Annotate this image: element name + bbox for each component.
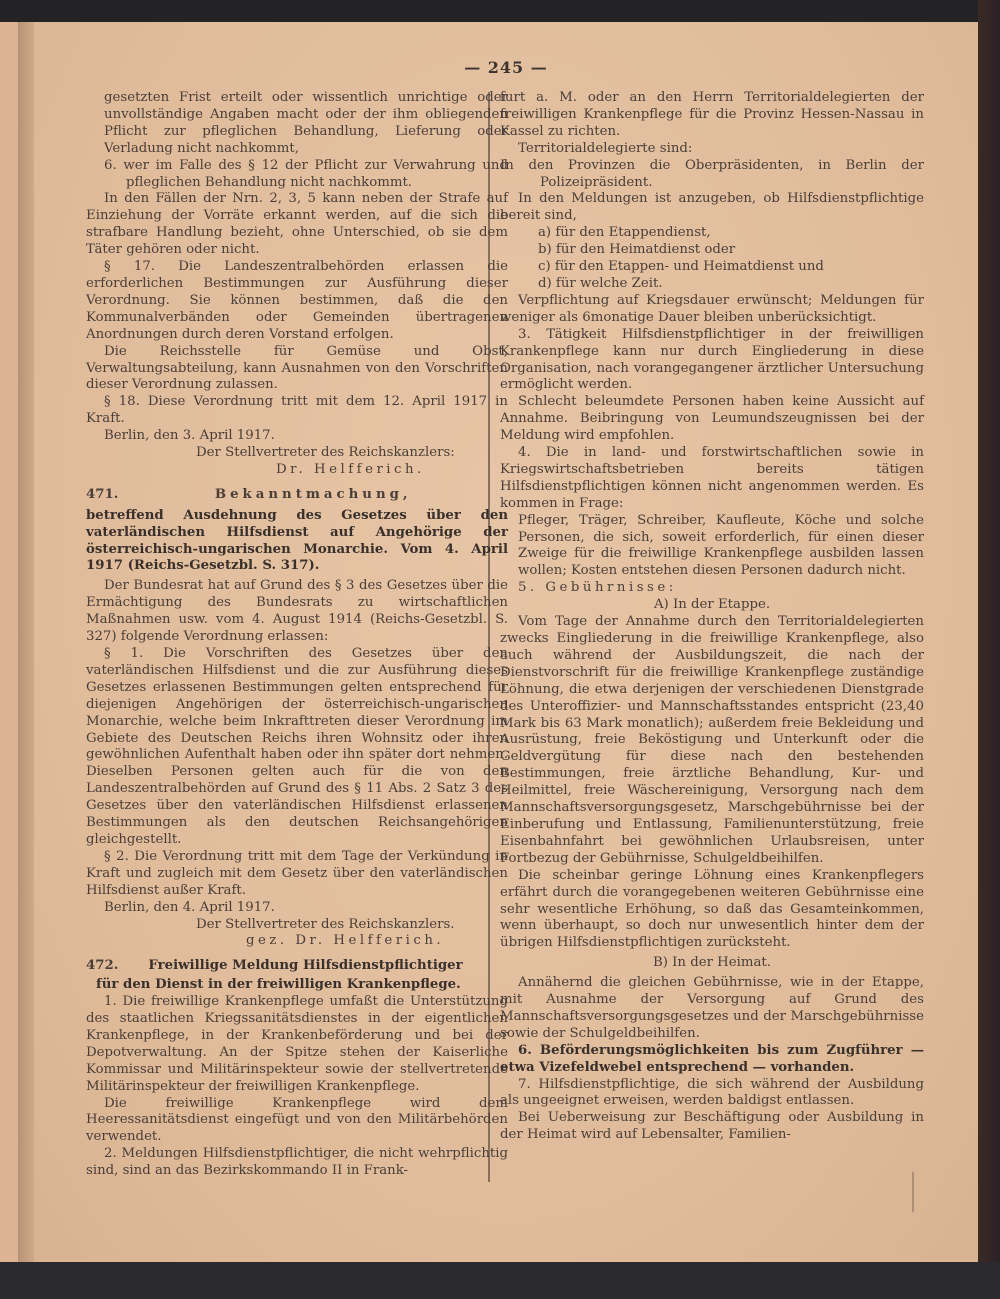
delegates-text: In den Provinzen die Oberpräsidenten, in Berlin der Polizeipräsident. [500, 157, 924, 190]
paragraph-2-continued: furt a. M. oder an den Herrn Territorialdelegierten der freiwilligen Krankenpflege für die Provinz Hessen-Nassau in Kassel zu richten. [500, 90, 924, 139]
paragraph-4-list: Pfleger, Träger, Schreiber, Kaufleute, Köche und solche Personen, die sich, soweit erforderlich, für einen dieser Zweige für die freiwillige Krankenpflege ausbilden lassen wollen; Kosten entstehen diesen Personen dadurch nicht. [518, 512, 924, 579]
signatory-title: Der Stellvertreter des Reichskanzlers: [196, 445, 455, 461]
option-c: c) für den Etappen- und Heimatdienst und [538, 259, 824, 275]
section-471-signatory-name: gez. Dr. Helfferich. [246, 933, 445, 949]
section-title: Bekanntmachung, [214, 486, 412, 502]
left-column [86, 90, 508, 1180]
paragraph-17: § 17. Die Landeszentralbehörden erlassen die erforderlichen Bestimmungen zur Ausführung dieser Verordnung. Sie können bestimmen, daß die den Kommunalverbänden oder Gemeinden übertragenen Anordnungen durch deren Vorstand erfolgen. [86, 259, 508, 342]
previous-page-edge [0, 22, 20, 1262]
section-472-paragraph-1: 1. Die freiwillige Krankenpflege umfaßt die Unterstützung des staatlichen Kriegssanitätsdienstes in der eigentlichen Krankenpflege, in der Krankenbeförderung und bei der Depotverwaltung. An der Spitze stehen der Kaiserliche Kommissar und Militärinspekteur sowie der stellvertretende Militärinspekteur der freiwilligen Krankenpflege. [86, 994, 508, 1094]
section-title-line-1: Freiwillige Meldung Hilfsdienstpflichtiger [148, 958, 463, 974]
section-472-paragraph-2: 2. Meldungen Hilfsdienstpflichtiger, die nicht wehrpflichtig sind, sind an das Bezirkskommando II in Frank- [86, 1146, 508, 1179]
section-471-paragraph-2: § 2. Die Verordnung tritt mit dem Tage der Verkündung in Kraft und zugleich mit dem Gesetz über den vaterländischen Hilfsdienst außer Kraft. [86, 848, 508, 898]
paragraph-reichsstelle: Die Reichsstelle für Gemüse und Obst, Verwaltungsabteilung, kann Ausnahmen von den Vorschriften dieser Verordnung zulassen. [86, 343, 508, 393]
section-number: 471. [86, 486, 119, 502]
subsection-a-heading: A) In der Etappe. [653, 597, 771, 613]
scan-backdrop-bottom [0, 1262, 1000, 1299]
section-472-heading [86, 958, 508, 975]
option-a: a) für den Etappendienst, [538, 225, 711, 241]
paragraph-6: 6. Beförderungsmöglichkeiten bis zum Zugführer — etwa Vizefeldwebel entsprechend — vorhanden. [500, 1042, 924, 1075]
section-471-subtitle: betreffend Ausdehnung des Gesetzes über den vaterländischen Hilfsdienst auf Angehörige der österreichisch-ungarischen Monarchie. Vom 4. April 1917 (Reichs-Gesetzbl. S. 317). [86, 507, 508, 574]
section-471-heading [86, 487, 508, 504]
ink-mark [912, 1172, 914, 1212]
paragraph-3b: Schlecht beleumdete Personen haben keine Aussicht auf Annahme. Beibringung von Leumundszeugnissen bei der Meldung wird empfohlen. [500, 394, 924, 444]
scan-backdrop-top [0, 0, 1000, 24]
option-b: b) für den Heimatdienst oder [538, 242, 736, 258]
section-471-paragraph-1: § 1. Die Vorschriften des Gesetzes über den vaterländischen Hilfsdienst und die zur Ausführung dieses Gesetzes erlassenen Bestimmungen gelten entsprechend für diejenigen Angehörigen der österreichisch-ungarischen Monarchie, welche beim Inkrafttreten dieser Verordnung im Gebiete des Deutschen Reichs ihren Wohnsitz oder ihren gewöhnlichen Aufenthalt haben oder ihn später dort nehmen. Dieselben Personen gelten auch für die von den Landeszentralbehörden auf Grund des § 11 Abs. 2 Satz 3 des Gesetzes über den vaterländischen Hilfsdienst erlassenen Bestimmungen als den deutschen Reichsangehörigen gleichgestellt. [86, 646, 508, 847]
section-472-title-line-2: für den Dienst in der freiwilligen Krankenpflege. [96, 977, 461, 993]
paragraph-7: 7. Hilfsdienstpflichtige, die sich während der Ausbildung als ungeeignet erweisen, werden baldigst entlassen. [500, 1076, 924, 1109]
section-471-place-date: Berlin, den 4. April 1917. [104, 899, 275, 915]
section-471-signatory-title: Der Stellvertreter des Reichskanzlers. [196, 916, 455, 932]
subsection-a-text-2: Die scheinbar geringe Löhnung eines Krankenpflegers erfährt durch die vorangegebenen weiteren Gebührnisse eine sehr wesentliche Erhöhung, so daß das Gesamteinkommen, wenn überhaupt, so doch nur unwesentlich hinter dem der übrigen Hilfsdienstpflichtigen zurücksteht. [500, 867, 924, 951]
specify-intro: In den Meldungen ist anzugeben, ob Hilfsdienstpflichtige bereit sind, [500, 191, 924, 224]
subsection-b-heading: B) In der Heimat. [652, 955, 772, 971]
page-number: — 245 — [464, 58, 548, 77]
section-472-paragraph-1b: Die freiwillige Krankenpflege wird dem Heeressanitätsdienst eingefügt und von den Militärbehörden verwendet. [86, 1095, 508, 1145]
paragraph-4: 4. Die in land- und forstwirtschaftlichen sowie in Kriegswirtschaftsbetrieben bereits tätigen Hilfsdienstpflichtigen können nicht angenommen werden. Es kommen in Frage: [500, 445, 924, 511]
paragraph-3: 3. Tätigkeit Hilfsdienstpflichtiger in der freiwilligen Krankenpflege kann nur durch Eingliederung in diese Organisation, nach vorangegangener ärztlicher Untersuchung ermöglicht werden. [500, 326, 924, 393]
option-d: d) für welche Zeit. [538, 275, 663, 291]
place-date: Berlin, den 3. April 1917. [104, 428, 275, 444]
section-471-intro: Der Bundesrat hat auf Grund des § 3 des Gesetzes über die Ermächtigung des Bundesrats zu wirtschaftlichen Maßnahmen usw. vom 4. August 1914 (Reichs-Gesetzbl. S. 327) folgende Verordnung erlassen: [86, 578, 508, 645]
signatory-name: Dr. Helfferich. [276, 461, 425, 477]
paragraph-18: § 18. Diese Verordnung tritt mit dem 12. April 1917 in Kraft. [86, 394, 508, 427]
delegates-label: Territorialdelegierte sind: [518, 140, 693, 156]
item-6: 6. wer im Falle des § 12 der Pflicht zur Verwahrung und pfleglichen Behandlung nicht nachkommt. [104, 157, 508, 190]
right-column [500, 90, 924, 1144]
section-number: 472. [86, 958, 119, 974]
paragraph-7b: Bei Ueberweisung zur Beschäftigung oder Ausbildung in der Heimat wird auf Lebensalter, Familien- [500, 1110, 924, 1143]
paragraph-5-label: 5. Gebührnisse: [518, 580, 677, 596]
document-page [34, 22, 978, 1262]
subsection-b-text: Annähernd die gleichen Gebührnisse, wie in der Etappe, mit Ausnahme der Versorgung auf Grund des Mannschaftsversorgungsgesetzes und der Marschgebührnisse sowie der Schulgeldbeihilfen. [500, 975, 924, 1041]
paragraph-confiscation: In den Fällen der Nrn. 2, 3, 5 kann neben der Strafe auf Einziehung der Vorräte erkannt werden, auf die sich die strafbare Handlung bezieht, ohne Unterschied, ob sie dem Täter gehören oder nicht. [86, 191, 508, 258]
continued-item-text: gesetzten Frist erteilt oder wissentlich unrichtige oder unvollständige Angaben macht oder der ihm obliegenden Pflicht zur pfleglichen Behandlung, Lieferung oder Verladung nicht nachkommt, [104, 90, 508, 156]
subsection-a-text: Vom Tage der Annahme durch den Territorialdelegierten zwecks Eingliederung in die freiwillige Krankenpflege, also auch während der Ausbildungszeit, die nach der Dienstvorschrift für die freiwillige Krankenpflege zuständige Löhnung, die etwa derjenigen der verschiedenen Dienstgrade des Unteroffizier- und Mannschaftsstandes entspricht (23,40 Mark bis 63 Mark monatlich); außerdem freie Bekleidung und Ausrüstung, freie Beköstigung und Unterkunft oder die Geldvergütung für diese nach den bestehenden Bestimmungen, freie ärztliche Behandlung, Kur- und Heilmittel, freie Wäschereinigung, Versorgung nach dem Mannschaftsversorgungsgesetz, Marschgebührnisse bei der Einberufung und Entlassung, Familienunterstützung, freie Eisenbahnfahrt bei gewöhnlichen Urlaubsreisen, unter Fortbezug der Gebührnisse, Schulgeldbeihilfen. [500, 614, 924, 866]
duration-note: Verpflichtung auf Kriegsdauer erwünscht; Meldungen für weniger als 6monatige Dauer bleiben unberücksichtigt. [500, 292, 924, 325]
scan-backdrop-right [978, 0, 1000, 1299]
